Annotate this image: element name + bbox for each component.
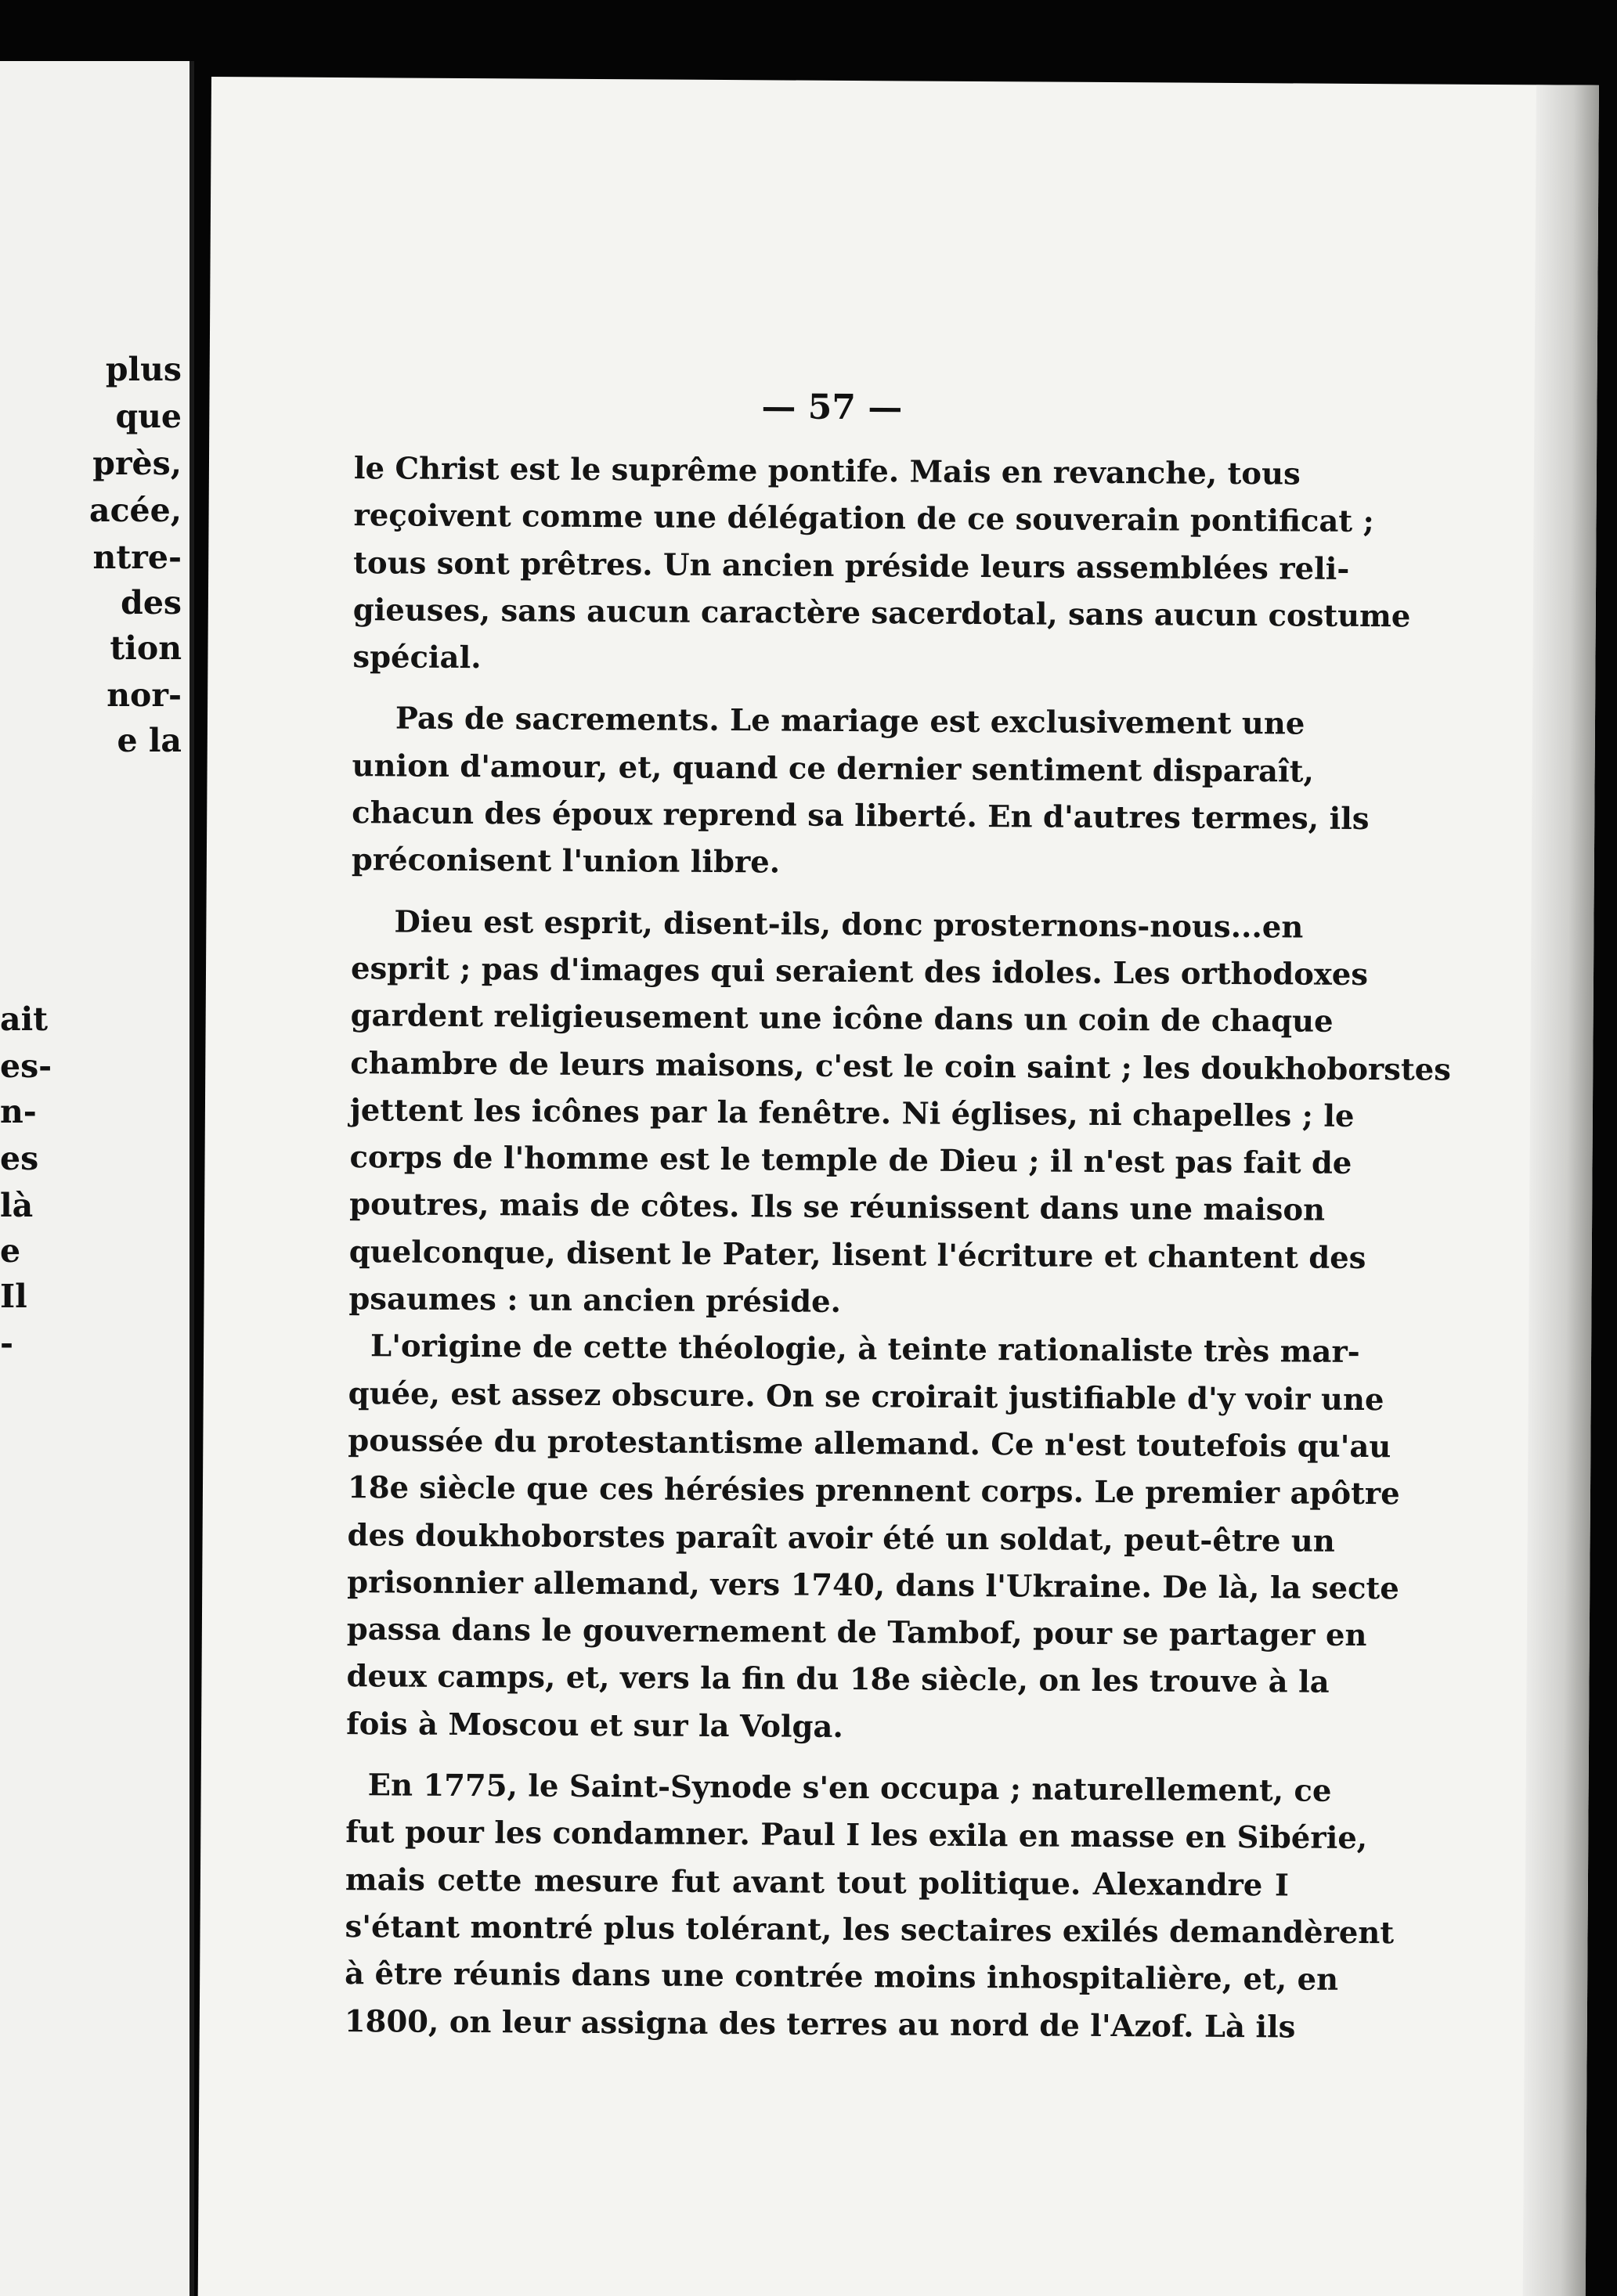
body-text: [344, 445, 1452, 2051]
text-line: En 1775, le Saint-Synode s'en occupa ; naturellement, ce: [367, 1768, 1332, 1809]
text-line: le Christ est le suprême pontife. Mais en revanche, tous: [353, 451, 1301, 492]
text-line: gardent religieusement une icône dans un coin de chaque: [350, 998, 1334, 1040]
left-page-fragment: tion: [110, 629, 182, 667]
text-line: union d'amour, et, quand ce dernier sentiment disparaît,: [352, 748, 1314, 790]
text-line: 1800, on leur assigna des terres au nord de l'Azof. Là ils: [344, 2003, 1296, 2045]
text-line: passa dans le gouvernement de Tambof, pour se partager en: [346, 1612, 1367, 1654]
text-line: Dieu est esprit, disent-ils, donc prosternons-nous...en: [394, 904, 1304, 946]
left-page-fragment: e: [0, 1232, 21, 1270]
text-line: des doukhoborstes paraît avoir été un soldat, peut-être un: [347, 1517, 1335, 1559]
text-line: deux camps, et, vers la fin du 18e siècle, on les trouve à la: [346, 1659, 1330, 1701]
text-line: à être réunis dans une contrée moins inhospitalière, et, en: [345, 1956, 1339, 1999]
text-line: 18e siècle que ces hérésies prennent corps. Le premier apôtre: [347, 1470, 1400, 1512]
left-page-fragment: e la: [117, 722, 182, 759]
text-line: spécial.: [352, 640, 482, 676]
text-line: fut pour les condamner. Paul I les exila en masse en Sibérie,: [345, 1815, 1368, 1857]
text-line: Pas de sacrements. Le mariage est exclusivement une: [395, 701, 1305, 743]
previous-page-strip: [0, 61, 194, 2296]
left-page-fragment: ntre-: [92, 539, 182, 576]
text-line: quée, est assez obscure. On se croirait justifiable d'y voir une: [348, 1375, 1384, 1418]
text-line: corps de l'homme est le temple de Dieu ; il n'est pas fait de: [349, 1140, 1352, 1182]
left-page-fragment: acée,: [89, 492, 182, 529]
text-line: mais cette mesure fut avant tout politique. Alexandre I: [345, 1862, 1290, 1904]
left-page-fragment: Il: [0, 1278, 27, 1315]
text-line: quelconque, disent le Pater, lisent l'écriture et chantent des: [348, 1234, 1366, 1276]
text-line: gieuses, sans aucun caractère sacerdotal, sans aucun costume: [352, 593, 1411, 635]
text-line: fois à Moscou et sur la Volga.: [346, 1706, 843, 1745]
left-page-fragment: -: [0, 1325, 14, 1362]
text-line: prisonnier allemand, vers 1740, dans l'Ukraine. De là, la secte: [347, 1564, 1399, 1607]
page-edge-shadow: [1523, 85, 1599, 2296]
left-page-fragment: n-: [0, 1093, 37, 1130]
text-line: jettent les icônes par la fenêtre. Ni églises, ni chapelles ; le: [349, 1092, 1355, 1134]
text-line: esprit ; pas d'images qui seraient des idoles. Les orthodoxes: [350, 951, 1369, 993]
left-page-fragment: près,: [92, 445, 182, 482]
text-line: s'étant montré plus tolérant, les sectaires exilés demandèrent: [345, 1909, 1395, 1952]
left-page-fragment: nor-: [106, 676, 182, 714]
text-line: chacun des époux reprend sa liberté. En d'autres termes, ils: [352, 795, 1370, 838]
left-page-fragment: que: [115, 398, 182, 435]
text-line: poutres, mais de côtes. Ils se réunissent dans une maison: [349, 1187, 1326, 1229]
left-page-fragment: plus: [105, 351, 182, 388]
left-page-fragment: es: [0, 1140, 39, 1177]
page-number: — 57 —: [761, 387, 903, 428]
text-line: poussée du protestantisme allemand. Ce n'est toutefois qu'au: [348, 1423, 1391, 1465]
text-line: préconisent l'union libre.: [351, 842, 781, 881]
text-line: reçoivent comme une délégation de ce souverain pontificat ;: [353, 498, 1374, 540]
text-line: chambre de leurs maisons, c'est le coin saint ; les doukhoborstes: [350, 1045, 1452, 1088]
book-page: [198, 77, 1599, 2296]
left-page-fragment: là: [0, 1187, 34, 1224]
text-line: psaumes : un ancien préside.: [348, 1281, 842, 1320]
left-page-fragment: des: [121, 584, 182, 622]
left-page-fragment: ait: [0, 1000, 49, 1038]
left-page-fragment: es-: [0, 1047, 52, 1085]
text-line: L'origine de cette théologie, à teinte rationaliste très mar-: [370, 1328, 1360, 1371]
text-line: tous sont prêtres. Un ancien préside leurs assemblées reli-: [353, 545, 1350, 587]
